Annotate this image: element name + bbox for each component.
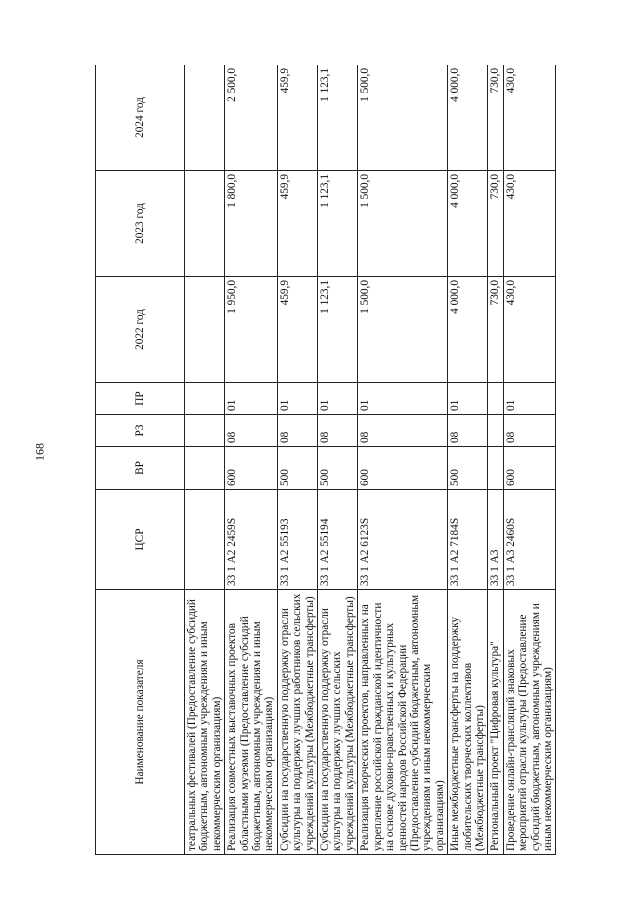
row-name: Реализация творческих проектов, направленных на укрепление российской гражданской идентичности на основе духовно-нравственных и культурных ценностей народов Российской Федерации (Предоставление субсидий бюджетным, автономным учреждениям и иным некоммерческим организациям) <box>358 590 448 855</box>
row-2022: 430,0 <box>503 277 556 383</box>
row-2024: 730,0 <box>488 65 503 171</box>
table-row <box>225 65 278 855</box>
row-2023: 1 123,1 <box>318 171 358 277</box>
row-rz: 08 <box>503 415 556 447</box>
row-name: Региональный проект "Цифровая культура" <box>488 590 503 855</box>
row-2023: 4 000,0 <box>448 171 488 277</box>
row-csr: 33 1 А2 6123S <box>358 490 448 590</box>
table-row <box>318 65 358 855</box>
header-vr: ВР <box>96 447 185 490</box>
row-2023: 459,9 <box>277 171 317 277</box>
row-csr: 33 1 А2 2459S <box>225 490 278 590</box>
table-row <box>185 65 225 855</box>
row-2023 <box>185 171 225 277</box>
header-2022: 2022 год <box>96 277 185 383</box>
budget-table <box>95 65 556 855</box>
row-vr: 500 <box>318 447 358 490</box>
row-vr: 600 <box>503 447 556 490</box>
row-name: Субсидии на государственную поддержку отрасли культуры на поддержку лучших сельских учреждений культуры (Межбюджетные трансферты) <box>318 590 358 855</box>
row-rz <box>488 415 503 447</box>
row-2022: 1 950,0 <box>225 277 278 383</box>
row-2024: 430,0 <box>503 65 556 171</box>
table-row <box>358 65 448 855</box>
header-name: Наименование показателя <box>96 590 185 855</box>
row-pr <box>185 383 225 415</box>
header-rz: РЗ <box>96 415 185 447</box>
header-2024: 2024 год <box>96 65 185 171</box>
row-rz: 08 <box>318 415 358 447</box>
row-2024: 459,9 <box>277 65 317 171</box>
row-vr <box>488 447 503 490</box>
row-2024 <box>185 65 225 171</box>
row-pr: 01 <box>225 383 278 415</box>
row-pr: 01 <box>318 383 358 415</box>
row-2022: 459,9 <box>277 277 317 383</box>
row-2022 <box>185 277 225 383</box>
row-pr: 01 <box>503 383 556 415</box>
row-rz: 08 <box>358 415 448 447</box>
row-pr: 01 <box>277 383 317 415</box>
row-csr: 33 1 А2 55193 <box>277 490 317 590</box>
row-name: Проведение онлайн-трансляций знаковых мероприятий отрасли культуры (Предоставление субсидий бюджетным, автономным учреждениям и иным некоммерческим организациям) <box>503 590 556 855</box>
table-row <box>448 65 488 855</box>
rotated-table-frame <box>95 65 615 855</box>
row-csr: 33 1 А3 2460S <box>503 490 556 590</box>
row-2023: 1 500,0 <box>358 171 448 277</box>
row-csr <box>185 490 225 590</box>
row-vr: 500 <box>277 447 317 490</box>
row-pr: 01 <box>448 383 488 415</box>
row-rz: 08 <box>277 415 317 447</box>
row-2024: 4 000,0 <box>448 65 488 171</box>
row-2024: 1 123,1 <box>318 65 358 171</box>
header-pr: ПР <box>96 383 185 415</box>
row-2024: 2 500,0 <box>225 65 278 171</box>
row-2022: 1 500,0 <box>358 277 448 383</box>
row-name: Иные межбюджетные трансферты на поддержку любительских творческих коллективов (Межбюджетные трансферты) <box>448 590 488 855</box>
row-rz: 08 <box>225 415 278 447</box>
row-pr <box>488 383 503 415</box>
table-row <box>503 65 556 855</box>
table-row <box>277 65 317 855</box>
row-2024: 1 500,0 <box>358 65 448 171</box>
row-name: театральных фестивалей (Предоставление субсидий бюджетным, автономным учреждениям и иным некоммерческим организациям) <box>185 590 225 855</box>
header-2023: 2023 год <box>96 171 185 277</box>
row-2022: 1 123,1 <box>318 277 358 383</box>
row-rz <box>185 415 225 447</box>
row-2023: 430,0 <box>503 171 556 277</box>
rotated-table-container <box>95 65 615 855</box>
row-csr: 33 1 А3 <box>488 490 503 590</box>
row-2023: 1 800,0 <box>225 171 278 277</box>
row-csr: 33 1 А2 7184S <box>448 490 488 590</box>
table-row <box>488 65 503 855</box>
row-vr <box>185 447 225 490</box>
page-number: 168 <box>32 443 47 461</box>
header-csr: ЦСР <box>96 490 185 590</box>
row-vr: 500 <box>448 447 488 490</box>
row-name: Субсидии на государственную поддержку отрасли культуры на поддержку лучших работников сельских учреждений культуры (Межбюджетные трансферты) <box>277 590 317 855</box>
row-vr: 600 <box>225 447 278 490</box>
row-vr: 600 <box>358 447 448 490</box>
row-2022: 4 000,0 <box>448 277 488 383</box>
row-rz: 08 <box>448 415 488 447</box>
row-2023: 730,0 <box>488 171 503 277</box>
row-name: Реализация совместных выставочных проектов областными музеями (Предоставление субсидий бюджетным, автономным учреждениям и иным некоммерческим организациям) <box>225 590 278 855</box>
table-header-row <box>96 65 185 855</box>
row-2022: 730,0 <box>488 277 503 383</box>
row-csr: 33 1 А2 55194 <box>318 490 358 590</box>
row-pr: 01 <box>358 383 448 415</box>
